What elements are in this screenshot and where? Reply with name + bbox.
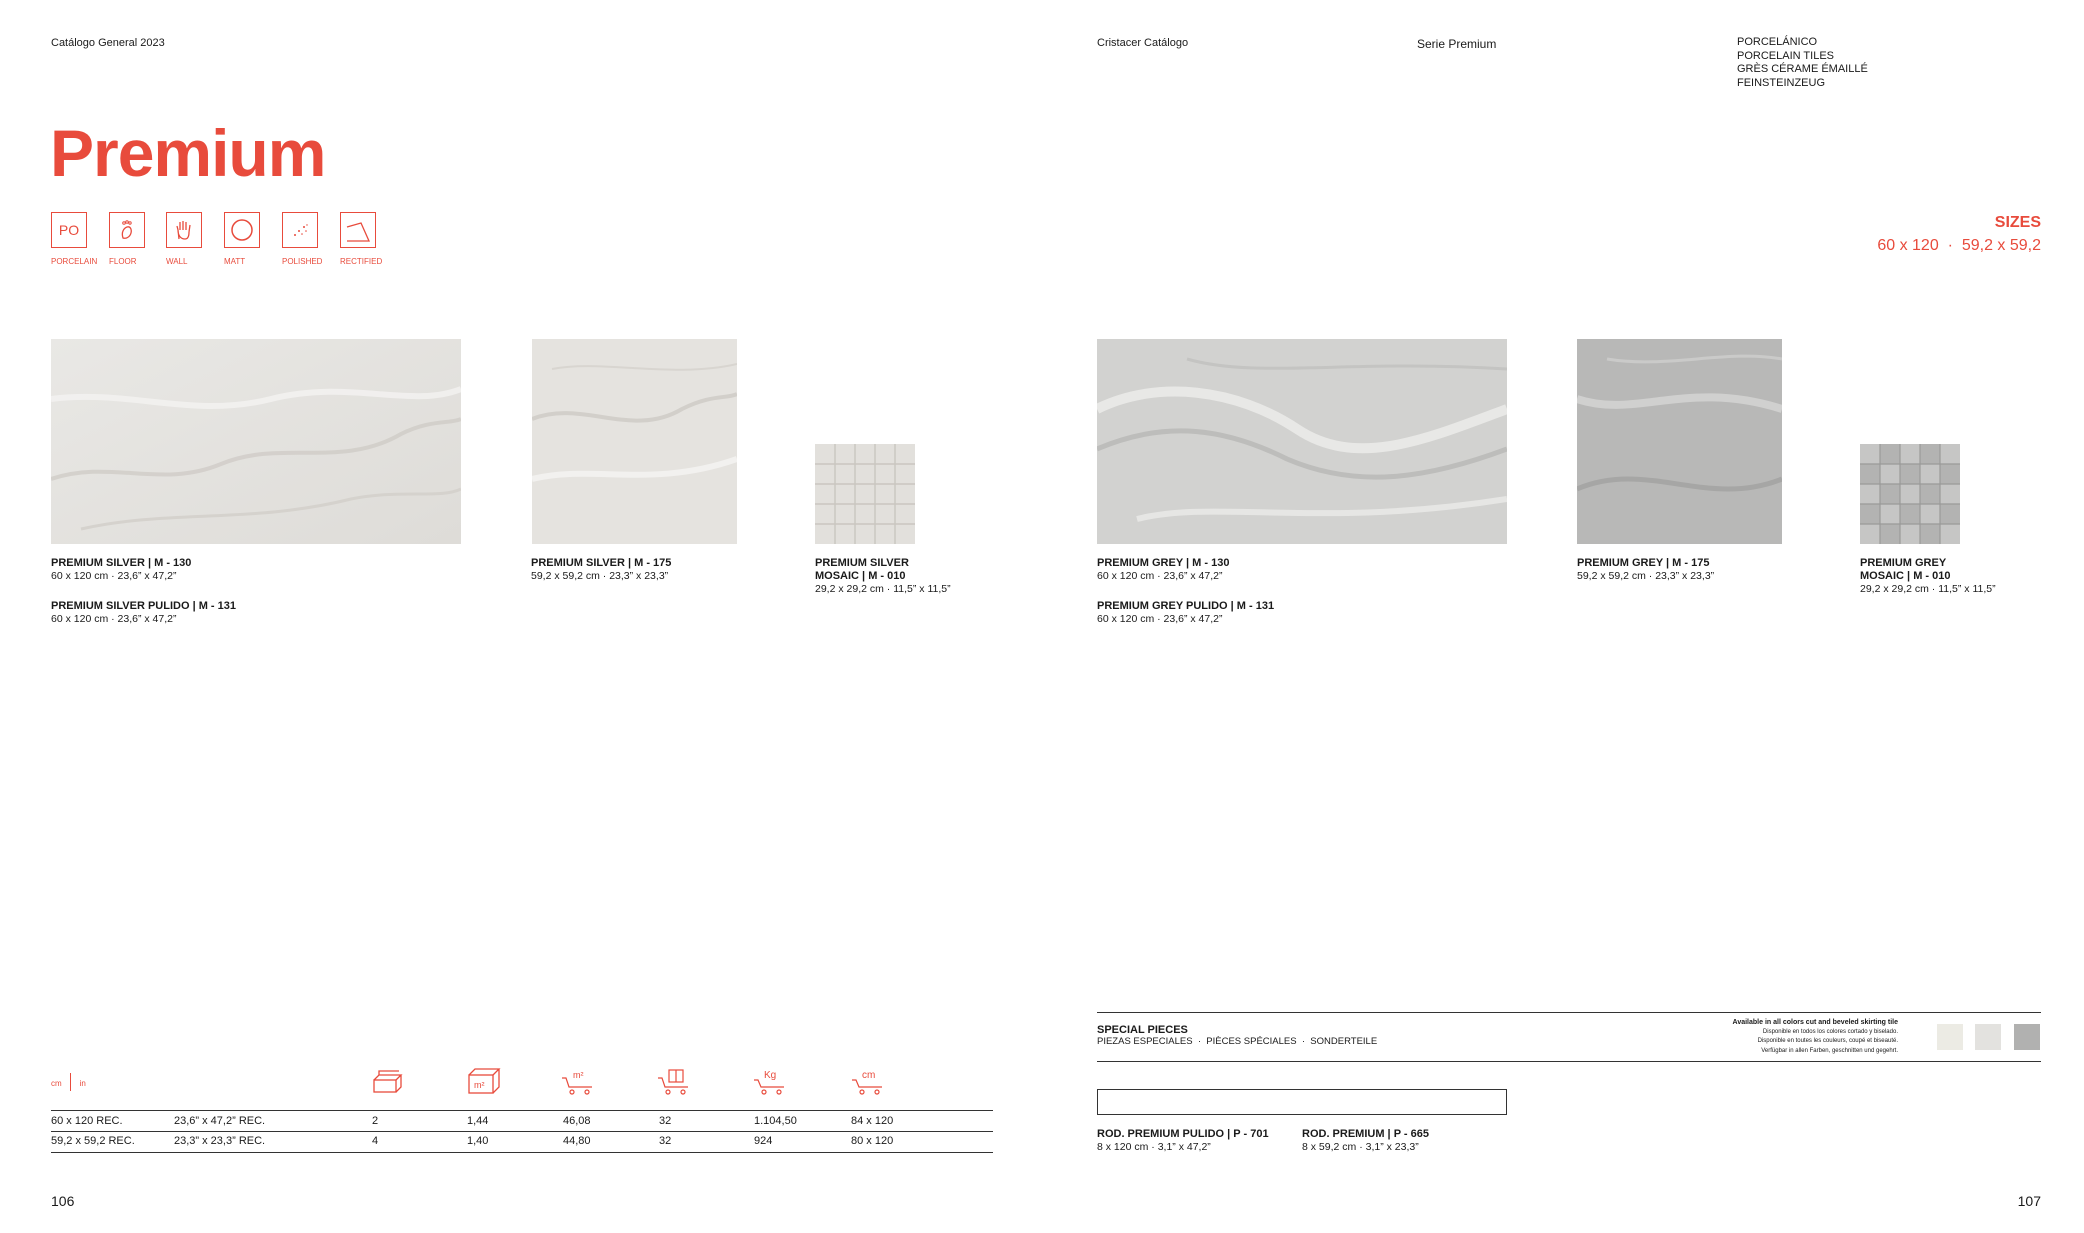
pallet-kg-icon: [752, 1066, 788, 1096]
tile-premium-grey-60x120: [1097, 339, 1507, 544]
color-swatch-cream: [1937, 1024, 1963, 1050]
pallet-boxes-icon: [656, 1066, 692, 1096]
feature-matt: [224, 212, 260, 266]
boxes-icon: [370, 1066, 404, 1096]
box-m2-icon: [466, 1066, 502, 1096]
feature-label: WALL: [166, 257, 188, 266]
skirting-caption: ROD. PREMIUM PULIDO | P - 701 8 x 120 cm · 3,1” x 47,2”: [1097, 1128, 1269, 1153]
svg-text:m²: m²: [474, 1080, 485, 1090]
product-caption: PREMIUM SILVER | M - 175 59,2 x 59,2 cm · 23,3” x 23,3”: [531, 557, 672, 582]
svg-text:Kg: Kg: [764, 1070, 777, 1081]
feature-label: PORCELAIN: [51, 257, 98, 266]
color-swatch-grey: [2014, 1024, 2040, 1050]
product-caption: PREMIUM GREY MOSAIC | M - 010 29,2 x 29,2 cm · 11,5” x 11,5”: [1860, 557, 1996, 595]
feature-floor: [109, 212, 145, 266]
pallet-m2-icon: [560, 1066, 596, 1096]
sparkle-icon: [282, 212, 318, 248]
sizes-value: 60 x 120 · 59,2 x 59,2: [1877, 237, 2041, 254]
tile-premium-grey-59x59: [1577, 339, 1782, 544]
product-caption: PREMIUM SILVER | M - 130 60 x 120 cm · 23,6” x 47,2” PREMIUM SILVER PULIDO | M - 131 60 x 120 cm · 23,6” x 47,2”: [51, 557, 237, 625]
feature-label: FLOOR: [109, 257, 137, 266]
page-number: 107: [2017, 1193, 2041, 1209]
skirting-caption: ROD. PREMIUM | P - 665 8 x 59,2 cm · 3,1” x 23,3”: [1302, 1128, 1429, 1153]
feature-porcelain: [51, 212, 97, 266]
tile-type-list: PORCELÁNICO PORCELAIN TILES GRÈS CÉRAME ÉMAILLÉ FEINSTEINZEUG: [1737, 36, 1868, 89]
table-rule: [51, 1131, 993, 1132]
rectified-icon: [340, 212, 376, 248]
color-swatch-silver: [1975, 1024, 2001, 1050]
tile-premium-silver-59x59: [532, 339, 737, 544]
tile-premium-silver-mosaic: [815, 444, 915, 544]
tile-premium-grey-mosaic: [1860, 444, 1960, 544]
product-caption: PREMIUM GREY | M - 175 59,2 x 59,2 cm · 23,3” x 23,3”: [1577, 557, 1715, 582]
page-title: Premium: [50, 116, 326, 190]
series-name: Serie Premium: [1417, 37, 1497, 51]
page-number: 106: [51, 1193, 75, 1209]
special-pieces-heading: SPECIAL PIECES PIEZAS ESPECIALES · PIÈCES SPÉCIALES · SONDERTEILE: [1097, 1024, 1378, 1047]
special-pieces-note: Available in all colors cut and beveled skirting tile Disponible en todos los colores cortado y biselado. Disponible en toutes les couleurs, coupé et biseauté. Verfügbar in allen Farben, geschnitten und gegehrt.: [1732, 1019, 1898, 1054]
unit-icon: cm in: [51, 1073, 86, 1091]
catalog-header: Catálogo General 2023: [51, 37, 165, 49]
foot-icon: [109, 212, 145, 248]
pallet-size-icon: [850, 1066, 886, 1096]
catalog-header: Cristacer Catálogo: [1097, 37, 1189, 49]
table-rule: [51, 1152, 993, 1153]
feature-label: POLISHED: [282, 257, 323, 266]
svg-text:m²: m²: [573, 1070, 584, 1080]
special-rule-bottom: [1097, 1061, 2041, 1062]
hand-icon: [166, 212, 202, 248]
porcelain-icon: PO: [51, 212, 87, 248]
feature-label: RECTIFIED: [340, 257, 383, 266]
feature-label: MATT: [224, 257, 246, 266]
feature-wall: [166, 212, 202, 266]
special-rule-top: [1097, 1012, 2041, 1013]
circle-icon: [224, 212, 260, 248]
skirting-piece-outline: [1097, 1089, 1507, 1115]
sizes-label: SIZES: [1994, 214, 2041, 231]
feature-rectified: [340, 212, 382, 266]
product-caption: PREMIUM SILVER MOSAIC | M - 010 29,2 x 29,2 cm · 11,5” x 11,5”: [815, 557, 951, 595]
product-caption: PREMIUM GREY | M - 130 60 x 120 cm · 23,6” x 47,2” PREMIUM GREY PULIDO | M - 131 60 x 120 cm · 23,6” x 47,2”: [1097, 557, 1275, 625]
svg-text:cm: cm: [862, 1070, 876, 1081]
tile-premium-silver-60x120: [51, 339, 461, 544]
table-rule: [51, 1110, 993, 1111]
feature-polished: [282, 212, 322, 266]
